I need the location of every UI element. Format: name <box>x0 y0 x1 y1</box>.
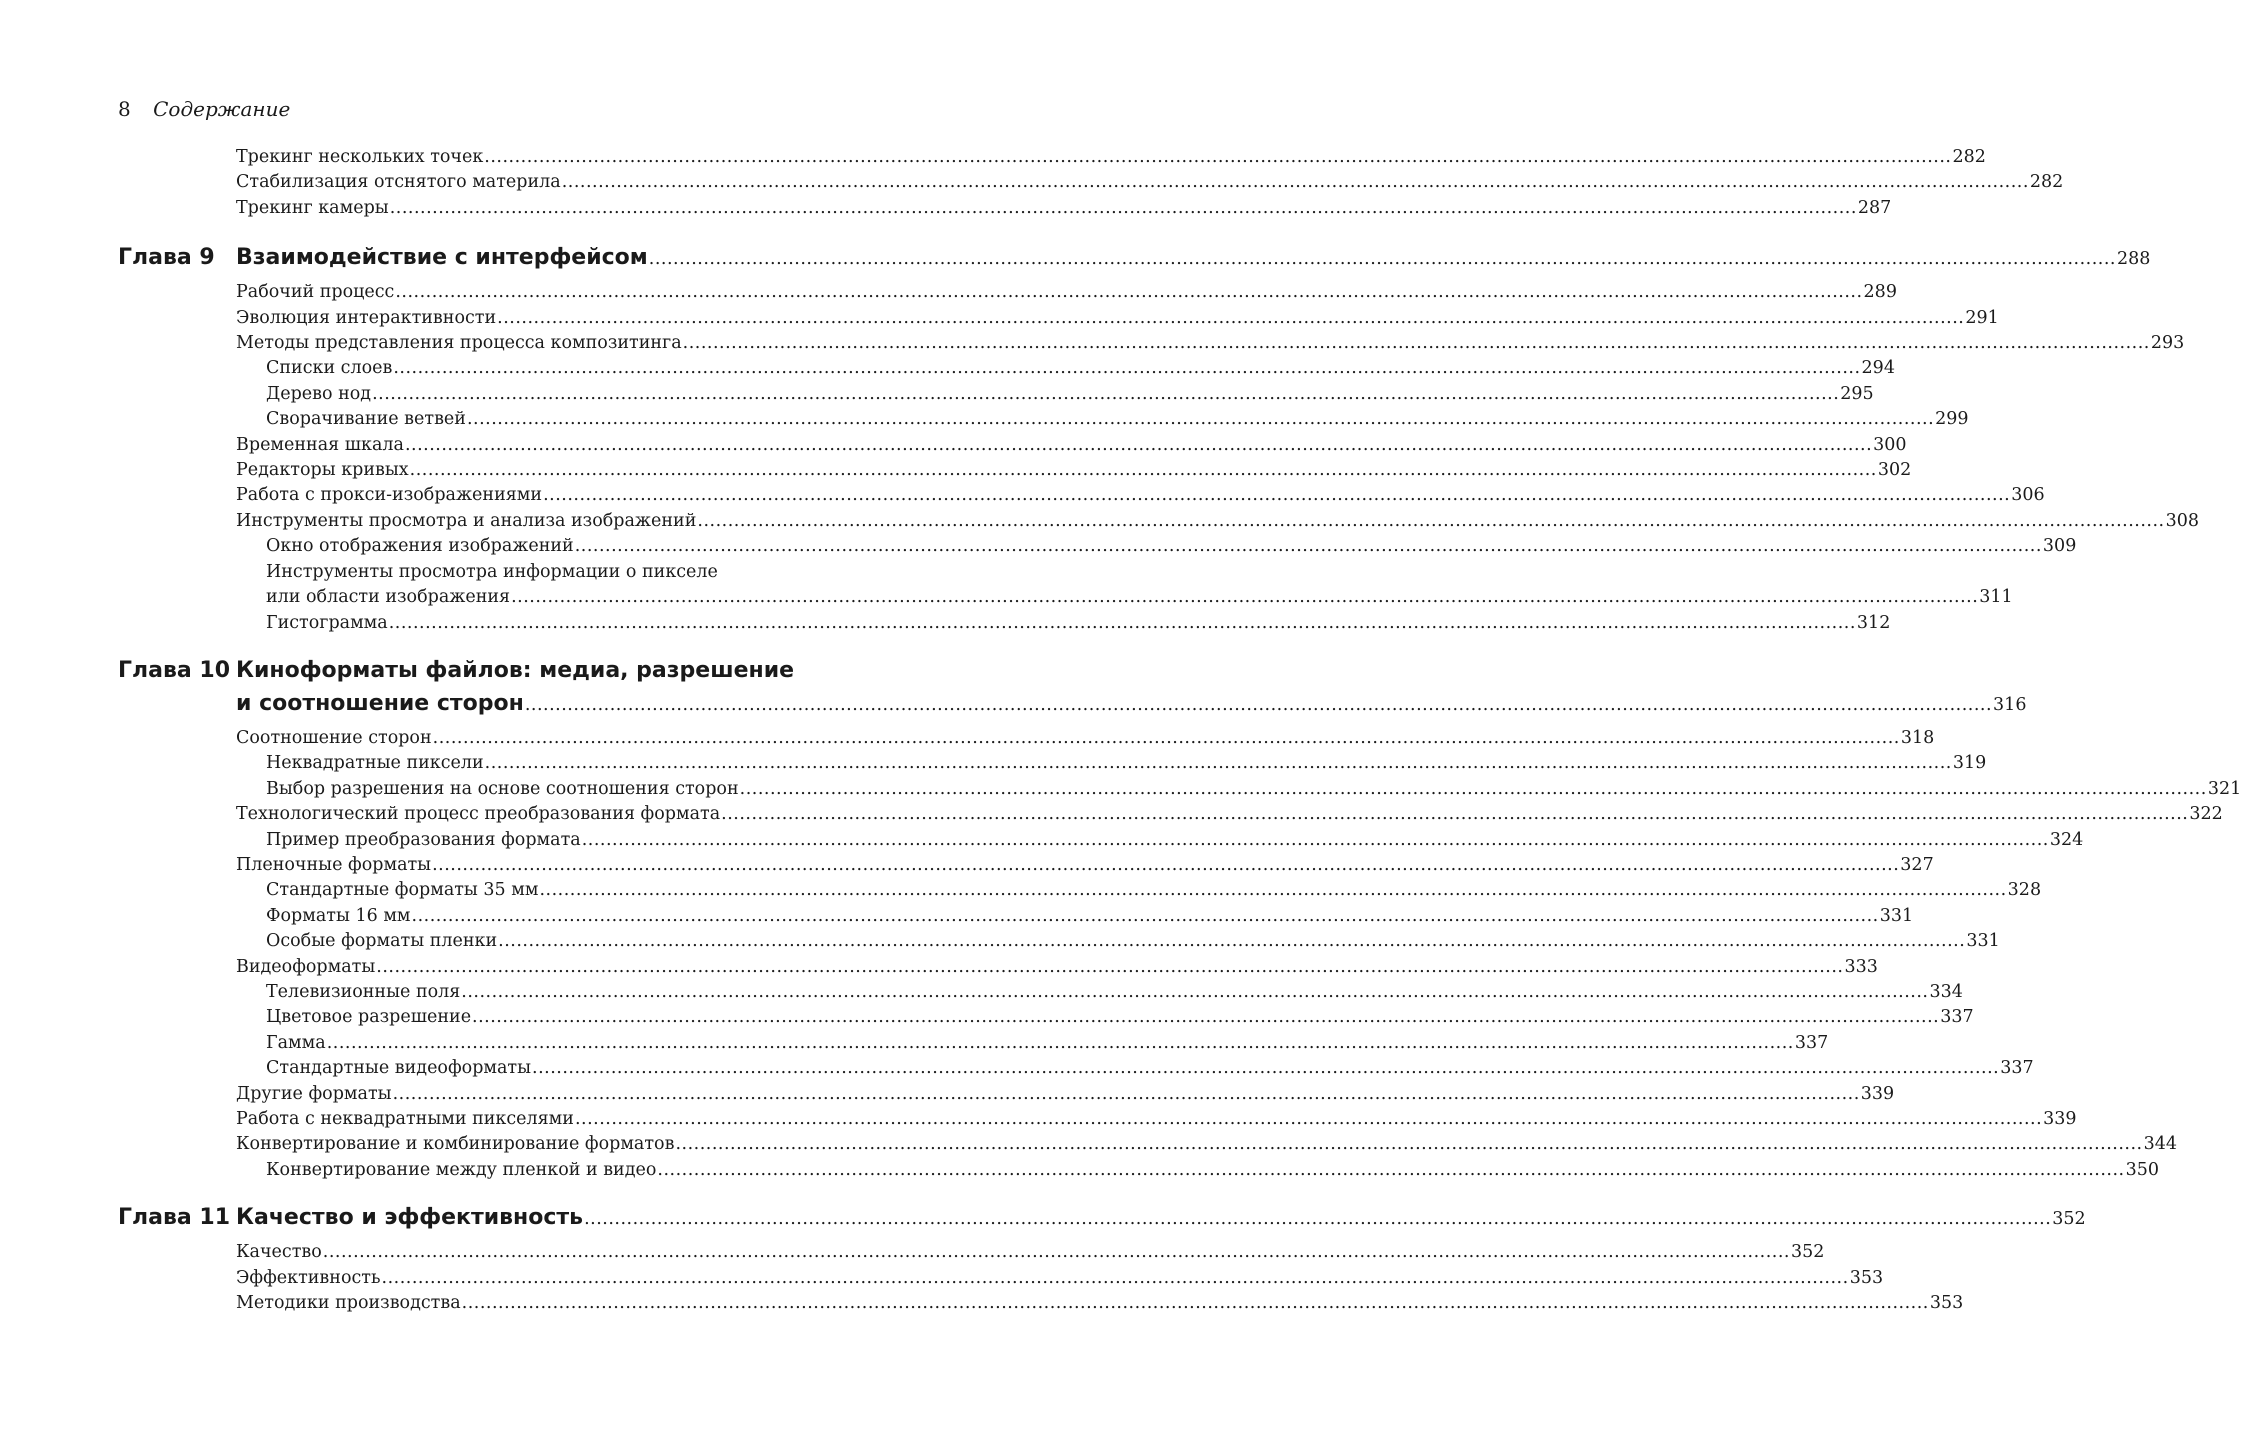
dot-leader <box>511 585 1978 610</box>
entry-page: 331 <box>1966 931 2000 952</box>
entry-page: 339 <box>2043 1109 2077 1129</box>
entry-page: 350 <box>2125 1159 2159 1180</box>
toc-entry <box>118 980 1963 1005</box>
chapter-page: 316 <box>1993 694 2027 715</box>
table-of-contents <box>118 145 2241 1316</box>
toc-entry <box>118 1082 1895 1107</box>
entry-title: Списки слоев <box>266 358 393 379</box>
entry-title: Стандартные видеоформаты <box>266 1058 532 1079</box>
dot-leader <box>575 1107 2042 1132</box>
entry-title: Соотношение сторон <box>236 727 432 748</box>
dot-leader <box>393 356 1860 381</box>
entry-page: 327 <box>1900 854 1934 875</box>
toc-entry <box>118 1031 1829 1056</box>
dot-leader <box>539 878 2006 903</box>
entry-page: 300 <box>1873 434 1907 455</box>
toc-entry <box>118 611 1891 636</box>
toc-entry <box>118 196 1892 221</box>
toc-entry <box>118 407 1969 432</box>
toc-entry <box>118 929 2000 954</box>
dot-leader <box>462 1291 1929 1316</box>
entry-title: Методы представления процесса композитинга <box>236 333 682 354</box>
page-number: 8 <box>118 97 131 121</box>
entry-page: 318 <box>1900 727 1935 748</box>
entry-page: 321 <box>2207 778 2241 799</box>
dot-leader <box>472 1005 1939 1030</box>
entry-title: Работа с прокси-изображениями <box>236 485 543 506</box>
chapter-page: 288 <box>2116 249 2151 270</box>
chapter-entries <box>118 1240 1964 1316</box>
toc-entry <box>118 170 2064 195</box>
entry-title: Выбор разрешения на основе соотношения сторон <box>266 778 739 799</box>
entry-title: Другие форматы <box>236 1083 392 1104</box>
entry-page: 291 <box>1965 307 1999 328</box>
dot-leader <box>675 1132 2142 1157</box>
toc-entry <box>118 853 1934 878</box>
entry-page: 282 <box>1952 147 1986 167</box>
entry-page: 353 <box>1929 1293 1964 1314</box>
toc-entry <box>118 483 2045 508</box>
toc-entry <box>118 1266 1884 1291</box>
toc-entry <box>118 1291 1964 1316</box>
dot-leader <box>432 853 1899 878</box>
dot-leader <box>376 955 1843 980</box>
dot-leader <box>467 407 1934 432</box>
entry-title: Инструменты просмотра информации о пикселе <box>266 561 718 582</box>
chapter-list <box>118 241 2241 1316</box>
chapter-heading <box>118 654 2027 720</box>
dot-leader <box>405 433 1872 458</box>
entry-page: 331 <box>1879 905 1914 926</box>
chapter-entries <box>118 280 2199 636</box>
entry-page: 299 <box>1935 409 1969 430</box>
toc-entry <box>118 145 1986 170</box>
entry-page: 309 <box>2042 536 2077 557</box>
dot-leader <box>327 1031 1794 1056</box>
chapter-section <box>118 241 2199 636</box>
entry-title: Инструменты просмотра и анализа изображений <box>236 510 697 531</box>
entry-page: 322 <box>2189 804 2223 825</box>
entry-page: 333 <box>1844 956 1878 977</box>
continued-entries <box>118 145 2064 221</box>
toc-entry <box>118 331 2185 356</box>
dot-leader <box>532 1056 1999 1081</box>
entry-page: 302 <box>1877 460 1912 481</box>
dot-leader <box>389 611 1856 636</box>
toc-entry <box>118 560 2013 611</box>
chapter-title-row <box>236 241 2151 274</box>
entry-title: Телевизионные поля <box>266 981 461 1002</box>
dot-leader <box>393 1082 1860 1107</box>
entry-page: 337 <box>2000 1058 2034 1079</box>
entry-page: 287 <box>1857 197 1892 218</box>
chapter-section <box>118 1201 2086 1316</box>
dot-leader <box>525 695 1992 715</box>
entry-title: Рабочий процесс <box>236 282 395 303</box>
chapter-label: Глава 10 <box>118 657 231 683</box>
entry-page: 344 <box>2143 1134 2178 1155</box>
entry-title: Неквадратные пиксели <box>266 753 484 774</box>
chapter-label: Глава 11 <box>118 1205 231 1231</box>
dot-leader <box>410 458 1877 483</box>
dot-leader <box>497 306 1964 331</box>
entry-page: 311 <box>1979 587 2013 608</box>
dot-leader <box>484 145 1951 170</box>
toc-entry <box>118 458 1912 483</box>
toc-entry <box>118 356 1895 381</box>
toc-entry <box>118 382 1874 407</box>
running-title: Содержание <box>153 97 291 121</box>
dot-leader <box>390 196 1857 221</box>
dot-leader <box>433 726 1900 751</box>
entry-title: Видеоформаты <box>236 956 376 977</box>
toc-entry <box>118 1107 2077 1132</box>
entry-title: Стандартные форматы 35 мм <box>266 880 539 901</box>
toc-entry <box>118 904 1914 929</box>
chapter-title: Взаимодействие с интерфейсом <box>236 245 648 271</box>
toc-entry <box>118 802 2223 827</box>
entry-page: 334 <box>1929 981 1963 1002</box>
entry-title-continued: или области изображения <box>266 587 511 608</box>
entry-title: Методики производства <box>236 1293 461 1314</box>
entry-title: Цветовое разрешение <box>266 1007 472 1028</box>
entry-page: 289 <box>1863 282 1897 303</box>
entry-page: 324 <box>2049 829 2084 850</box>
dot-leader <box>657 1158 2124 1183</box>
entry-page: 294 <box>1861 358 1895 379</box>
entry-title: Временная шкала <box>236 434 404 455</box>
entry-title: Форматы 16 мм <box>266 905 411 926</box>
dot-leader <box>721 802 2188 827</box>
entry-title-continued-line <box>266 585 2013 610</box>
entry-title: Редакторы кривых <box>236 460 409 481</box>
dot-leader <box>543 483 2010 508</box>
entry-page: 337 <box>1794 1032 1829 1053</box>
entry-title: Дерево нод <box>266 383 372 404</box>
entry-title: Качество <box>236 1242 322 1263</box>
toc-entry <box>118 1056 2034 1081</box>
entry-title: Трекинг нескольких точек <box>236 147 484 167</box>
entry-title: Работа с неквадратными пикселями <box>236 1109 574 1129</box>
dot-leader <box>683 331 2150 356</box>
entry-title: Трекинг камеры <box>236 197 389 218</box>
toc-entry <box>118 509 2199 534</box>
entry-page: 328 <box>2007 880 2042 901</box>
toc-entry <box>118 1132 2178 1157</box>
entry-title: Технологический процесс преобразования формата <box>236 804 721 825</box>
entry-page: 282 <box>2029 172 2064 193</box>
running-head <box>118 96 290 122</box>
toc-entry <box>118 534 2077 559</box>
entry-page: 353 <box>1849 1267 1884 1288</box>
entry-title: Сворачивание ветвей <box>266 409 466 430</box>
toc-entry <box>118 955 1878 980</box>
dot-leader <box>582 828 2049 853</box>
chapter-heading <box>118 1201 2086 1234</box>
dot-leader <box>649 249 2116 269</box>
chapter-entries <box>118 726 2241 1183</box>
entry-title: Гамма <box>266 1032 326 1053</box>
chapter-section <box>118 654 2241 1183</box>
dot-leader <box>395 280 1862 305</box>
entry-title: Окно отображения изображений <box>266 536 574 557</box>
entry-page: 306 <box>2011 485 2045 506</box>
entry-title: Конвертирование и комбинирование форматов <box>236 1134 675 1155</box>
dot-leader <box>740 777 2207 802</box>
entry-title: Пример преобразования формата <box>266 829 581 850</box>
entry-title: Эффективность <box>236 1267 381 1288</box>
dot-leader <box>584 1209 2051 1229</box>
entry-page: 319 <box>1952 753 1987 774</box>
chapter-page: 352 <box>2052 1209 2086 1230</box>
entry-page: 308 <box>2165 510 2199 531</box>
chapter-title-row <box>236 1201 2086 1234</box>
toc-entry <box>118 1240 1825 1265</box>
entry-page: 295 <box>1840 383 1874 404</box>
entry-title: Гистограмма <box>266 612 388 633</box>
toc-entry <box>118 306 1999 331</box>
dot-leader <box>498 929 1965 954</box>
dot-leader <box>575 534 2042 559</box>
toc-entry <box>118 1158 2159 1183</box>
chapter-label: Глава 9 <box>118 245 215 271</box>
dot-leader <box>461 980 1928 1005</box>
entry-title: Пленочные форматы <box>236 854 432 875</box>
toc-entry <box>118 280 1897 305</box>
chapter-title: Качество и эффективность <box>236 1205 584 1231</box>
toc-entry <box>118 751 1987 776</box>
toc-entry <box>118 777 2241 802</box>
dot-leader <box>562 170 2029 195</box>
entry-page: 352 <box>1790 1242 1825 1263</box>
entry-title: Конвертирование между пленкой и видео <box>266 1159 657 1180</box>
chapter-title: и соотношение сторон <box>236 690 524 716</box>
entry-title: Особые форматы пленки <box>266 931 498 952</box>
dot-leader <box>323 1240 1790 1265</box>
chapter-title-row <box>236 687 2027 720</box>
chapter-heading <box>118 241 2151 274</box>
entry-title: Стабилизация отснятого материла <box>236 172 561 193</box>
toc-entry <box>118 878 2042 903</box>
toc-entry <box>118 726 1935 751</box>
toc-entry <box>118 828 2084 853</box>
dot-leader <box>382 1266 1849 1291</box>
toc-entry <box>118 1005 1974 1030</box>
entry-page: 293 <box>2150 333 2185 354</box>
dot-leader <box>412 904 1879 929</box>
entry-page: 337 <box>1940 1007 1974 1028</box>
entry-page: 339 <box>1860 1083 1895 1104</box>
entry-title: Эволюция интерактивности <box>236 307 497 328</box>
dot-leader <box>372 382 1839 407</box>
dot-leader <box>485 751 1952 776</box>
dot-leader <box>697 509 2164 534</box>
entry-page: 312 <box>1856 612 1891 633</box>
toc-entry <box>118 433 1907 458</box>
chapter-title-line: Киноформаты файлов: медиа, разрешение <box>236 657 795 683</box>
